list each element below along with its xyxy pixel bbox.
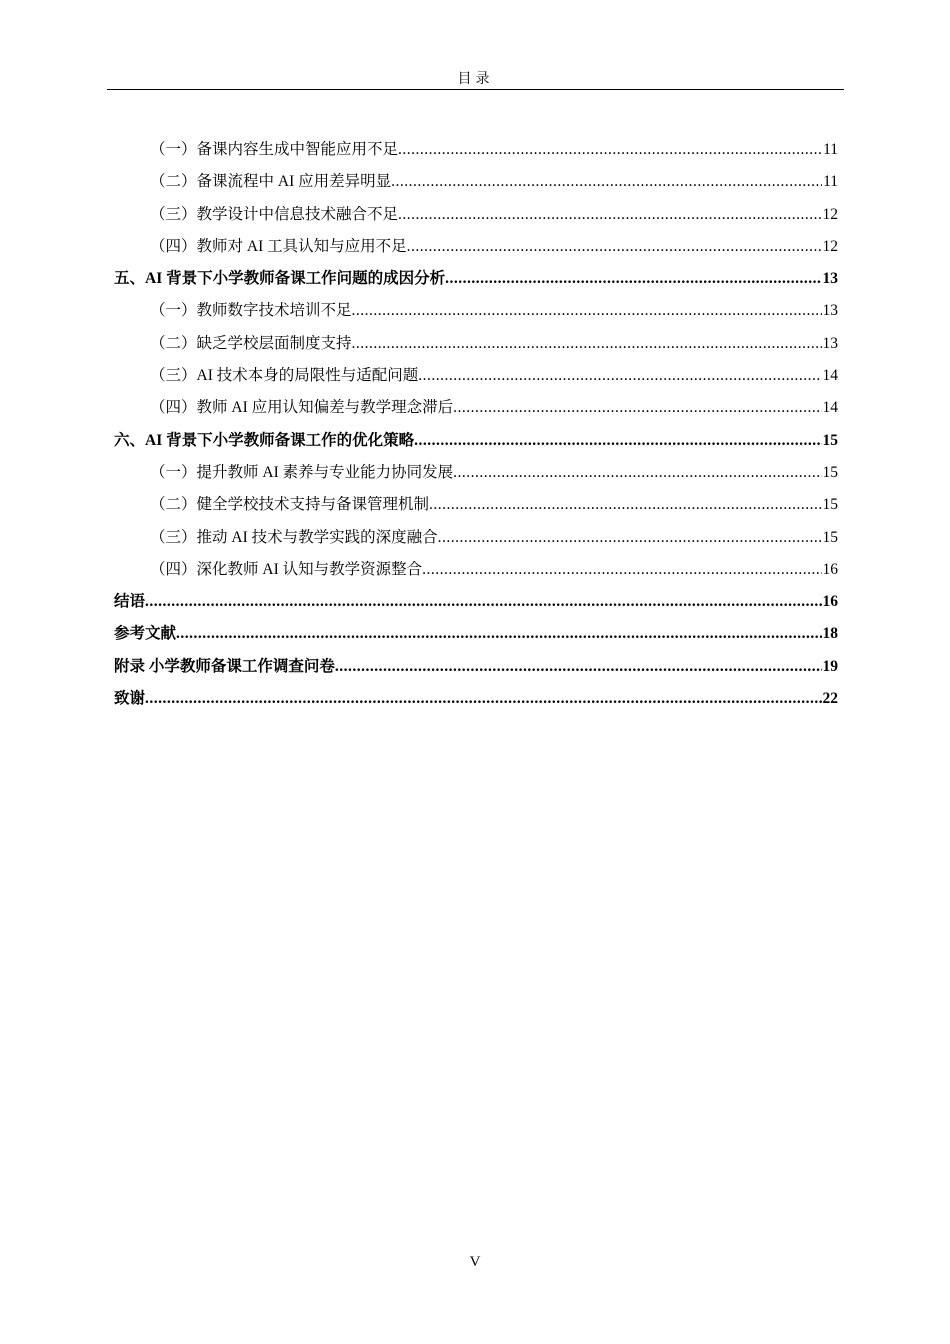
toc-entry[interactable] [114, 166, 838, 198]
toc-leader-dots [453, 392, 821, 424]
toc-entry[interactable] [114, 618, 838, 650]
toc-entry-page: 12 [822, 205, 838, 223]
toc-entry-page: 12 [822, 237, 838, 255]
toc-entry-page: 19 [822, 657, 838, 675]
toc-leader-dots [438, 522, 822, 554]
toc-entry-title: （三）推动 AI 技术与教学实践的深度融合 [150, 528, 438, 546]
toc-entry[interactable] [114, 457, 838, 489]
toc-entry-page: 11 [823, 141, 838, 158]
toc-leader-dots [422, 554, 821, 586]
toc-entry-title: 五、AI 背景下小学教师备课工作问题的成因分析 [114, 270, 446, 288]
toc-entry-page: 13 [822, 270, 838, 288]
toc-leader-dots [418, 360, 821, 392]
toc-entry-page: 15 [822, 496, 838, 514]
toc-entry-page: 14 [822, 367, 838, 385]
header-rule [107, 89, 844, 90]
toc-leader-dots [335, 651, 822, 683]
toc-entry-page: 14 [822, 399, 838, 417]
toc-entry-title: （一）提升教师 AI 素养与专业能力协同发展 [150, 463, 454, 481]
toc-entry[interactable] [114, 489, 838, 521]
page-number: V [469, 1254, 481, 1270]
toc-entry-title: （二）缺乏学校层面制度支持 [150, 334, 352, 352]
toc-entry[interactable] [114, 586, 838, 618]
toc-leader-dots [429, 489, 821, 521]
toc-entry-page: 18 [822, 625, 838, 643]
toc-entry-title: （四）教师 AI 应用认知偏差与教学理念滞后 [150, 399, 454, 417]
toc-entry-page: 15 [822, 528, 838, 546]
toc-leader-dots [352, 328, 822, 360]
toc-leader-dots [414, 425, 821, 457]
toc-entry-page: 16 [822, 560, 838, 578]
toc-entry-page: 11 [823, 173, 838, 191]
toc-leader-dots [391, 166, 822, 198]
toc-entry-page: 13 [822, 334, 838, 352]
toc-entry-title: 六、AI 背景下小学教师备课工作的优化策略 [114, 431, 415, 449]
toc-entry[interactable] [114, 683, 838, 715]
toc-entry-page: 13 [822, 302, 838, 320]
toc-leader-dots [398, 199, 821, 231]
toc-entry[interactable] [114, 522, 838, 554]
toc-entry[interactable] [114, 392, 838, 424]
toc-leader-dots [445, 263, 821, 295]
toc-entry[interactable] [114, 199, 838, 231]
toc-entry-title: 参考文献 [114, 625, 177, 643]
toc-entry-title: （四）深化教师 AI 认知与教学资源整合 [150, 560, 423, 578]
toc-entry[interactable] [114, 295, 838, 327]
toc-entry-title: （三）AI 技术本身的局限性与适配问题 [150, 367, 419, 385]
toc-entry-page: 22 [822, 690, 838, 708]
toc-entry[interactable] [114, 360, 838, 392]
toc-entry-title: 致谢 [114, 690, 146, 708]
toc-entry[interactable] [114, 425, 838, 457]
toc-entry-page: 16 [822, 593, 838, 611]
toc-entry-page: 15 [822, 463, 838, 481]
toc-leader-dots [398, 134, 822, 166]
table-of-contents [114, 134, 838, 715]
toc-entry[interactable] [114, 134, 838, 166]
toc-entry[interactable] [114, 651, 838, 683]
toc-entry-title: （三）教学设计中信息技术融合不足 [150, 205, 399, 223]
toc-entry-title: （四）教师对 AI 工具认知与应用不足 [150, 237, 407, 255]
toc-entry-title: （一）备课内容生成中智能应用不足 [150, 141, 399, 158]
toc-entry[interactable] [114, 328, 838, 360]
toc-entry-page: 15 [822, 431, 838, 449]
toc-entry[interactable] [114, 554, 838, 586]
toc-entry-title: （二）健全学校技术支持与备课管理机制 [150, 496, 430, 514]
toc-entry-title: 结语 [114, 593, 146, 611]
toc-leader-dots [453, 457, 821, 489]
toc-entry-title: 附录 小学教师备课工作调查问卷 [114, 657, 335, 675]
toc-leader-dots [407, 231, 822, 263]
page-header-title: 目录 [457, 72, 494, 87]
toc-entry-title: （一）教师数字技术培训不足 [150, 302, 352, 320]
toc-entry-title: （二）备课流程中 AI 应用差异明显 [150, 173, 392, 191]
toc-leader-dots [352, 295, 822, 327]
toc-leader-dots [176, 618, 821, 650]
toc-leader-dots [145, 683, 821, 715]
toc-entry[interactable] [114, 231, 838, 263]
toc-entry[interactable] [114, 263, 838, 295]
toc-leader-dots [145, 586, 821, 618]
